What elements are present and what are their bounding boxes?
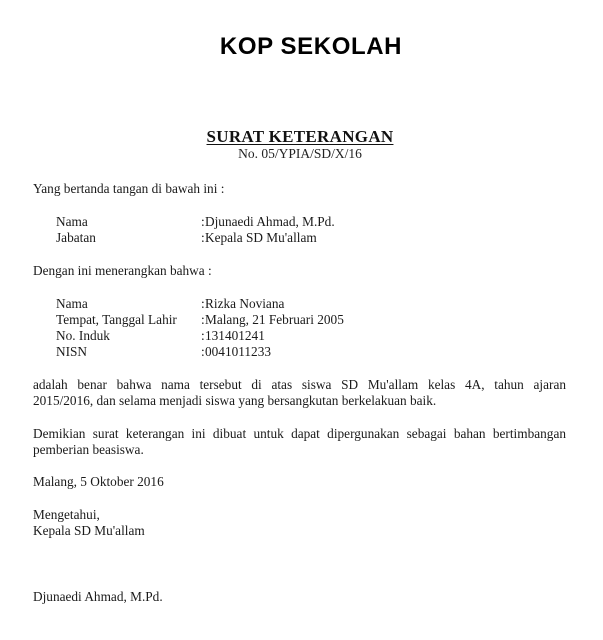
- acknowledgement-label: Mengetahui,: [33, 507, 100, 522]
- field-separator: :: [201, 328, 205, 343]
- document-number: No. 05/YPIA/SD/X/16: [238, 146, 362, 161]
- student-row-name: [56, 296, 284, 312]
- field-value: 0041011233: [205, 344, 271, 359]
- field-separator: :: [201, 344, 205, 359]
- document-title: SURAT KETERANGAN: [206, 127, 394, 146]
- statement-intro: Dengan ini menerangkan bahwa :: [33, 263, 212, 278]
- field-value: Djunaedi Ahmad, M.Pd.: [205, 214, 335, 229]
- signatory-row-name: [56, 214, 335, 230]
- field-label: NISN: [56, 344, 88, 359]
- field-value: Kepala SD Mu'allam: [205, 230, 317, 245]
- field-value: Malang, 21 Februari 2005: [205, 312, 344, 327]
- place-date: Malang, 5 Oktober 2016: [33, 474, 164, 489]
- closing-line-2: pemberian beasiswa.: [33, 442, 144, 457]
- field-value: Rizka Noviana: [205, 296, 285, 311]
- field-separator: :: [201, 214, 205, 229]
- field-separator: :: [201, 312, 205, 327]
- signatory-row-position: [56, 230, 317, 246]
- acknowledgement-position: Kepala SD Mu'allam: [33, 523, 145, 538]
- student-row-nisn: [56, 344, 271, 360]
- field-separator: :: [201, 230, 205, 245]
- field-label: Nama: [56, 214, 88, 229]
- intro-text: Yang bertanda tangan di bawah ini :: [33, 181, 225, 196]
- body-paragraph: [33, 377, 566, 409]
- closing-line-1: Demikian surat keterangan ini dibuat untuk dapat dipergunakan sebagai bahan bertimbangan: [33, 426, 566, 441]
- student-row-birth: [56, 312, 344, 328]
- body-line-2: 2015/2016, dan selama menjadi siswa yang bersangkutan berkelakuan baik.: [33, 393, 437, 408]
- letterhead: KOP SEKOLAH: [219, 33, 403, 60]
- field-separator: :: [201, 296, 205, 311]
- field-label: No. Induk: [56, 328, 110, 343]
- title-block: [0, 127, 600, 161]
- field-label: Jabatan: [56, 230, 96, 245]
- body-line-1: adalah benar bahwa nama tersebut di atas siswa SD Mu'allam kelas 4A, tahun ajaran: [33, 377, 566, 392]
- student-row-induk: [56, 328, 265, 344]
- signature-name: Djunaedi Ahmad, M.Pd.: [33, 589, 163, 604]
- closing-paragraph: [33, 426, 566, 458]
- field-label: Tempat, Tanggal Lahir: [56, 312, 177, 327]
- field-value: 131401241: [205, 328, 265, 343]
- field-label: Nama: [56, 296, 88, 311]
